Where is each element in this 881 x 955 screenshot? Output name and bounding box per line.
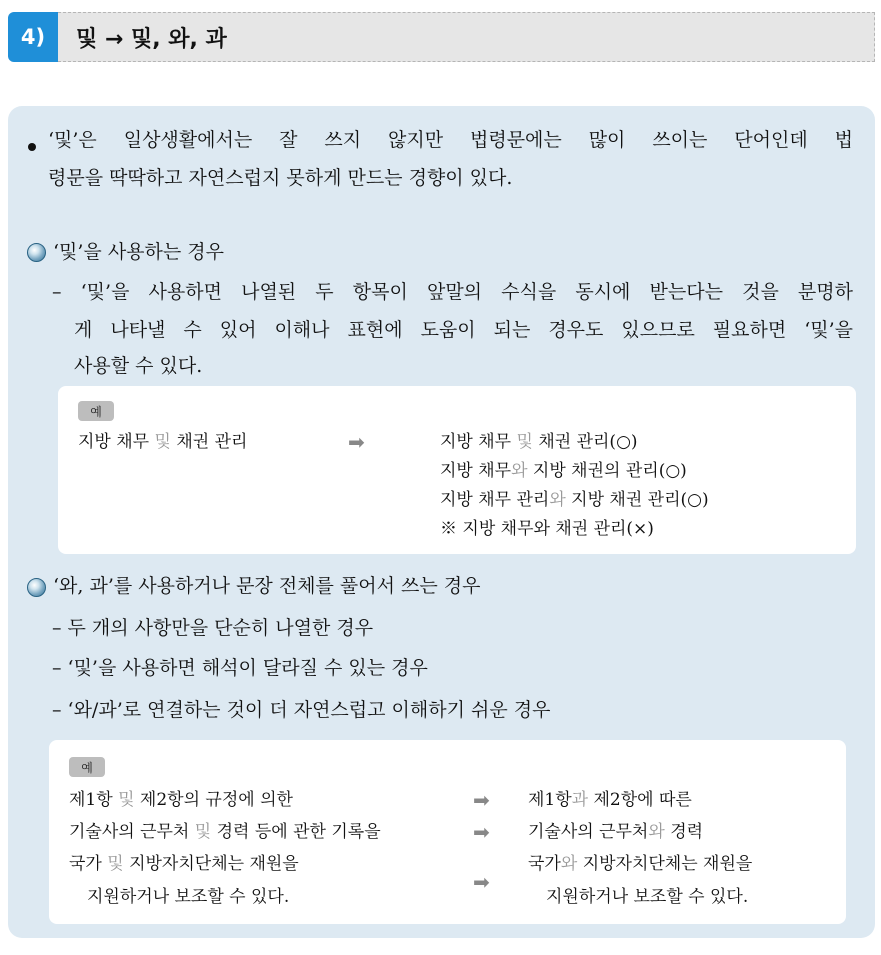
example-box-1 xyxy=(58,386,856,554)
section1-heading: ‘및’을 사용하는 경우 xyxy=(53,241,224,263)
section-header xyxy=(8,10,875,62)
circle-bullet-icon xyxy=(27,578,46,597)
right-arrow-icon: ➡ xyxy=(473,870,490,894)
right-arrow-icon: ➡ xyxy=(473,788,490,812)
section2-dash-2: – ‘및’을 사용하면 해석이 달라질 수 있는 경우 xyxy=(52,657,428,679)
example-original-row-4: 지원하거나 보조할 수 있다. xyxy=(87,887,290,907)
intro-line-1: ‘및’은 일상생활에서는 잘 쓰지 않지만 법령문에는 많이 쓰이는 단어인데 법 xyxy=(48,129,853,151)
example-revised-row-3: 국가와 지방자치단체는 재원을 xyxy=(528,854,753,874)
right-arrow-icon: ➡ xyxy=(473,820,490,844)
example-original-row-2: 기술사의 근무처 및 경력 등에 관한 기록을 xyxy=(69,822,381,842)
bullet-dot-icon xyxy=(28,143,36,151)
section2-dash-1: – 두 개의 사항만을 단순히 나열한 경우 xyxy=(52,617,374,639)
section2-heading: ‘와, 과’를 사용하거나 문장 전체를 풀어서 쓰는 경우 xyxy=(53,575,481,597)
example-box-2 xyxy=(49,740,846,924)
example-original-row-3: 국가 및 지방자치단체는 재원을 xyxy=(69,854,299,874)
example-revised-3: 지방 채무 관리와 지방 채권 관리(○) xyxy=(440,490,709,510)
section1-dash-line-3: 사용할 수 있다. xyxy=(74,355,203,377)
intro-line-2: 령문을 딱딱하고 자연스럽지 못하게 만드는 경향이 있다. xyxy=(48,167,513,189)
example-revised-row-1: 제1항과 제2항에 따른 xyxy=(528,790,692,810)
example-tag: 예 xyxy=(69,757,105,777)
section1-dash-line-2: 게 나타낼 수 있어 이해나 표현에 도움이 되는 경우도 있으므로 필요하면 ‘및’을 xyxy=(74,319,853,341)
section-title: 및 → 및, 와, 과 xyxy=(58,12,875,62)
example-revised-1: 지방 채무 및 채권 관리(○) xyxy=(440,432,638,452)
section2-dash-3: – ‘와/과’로 연결하는 것이 더 자연스럽고 이해하기 쉬운 경우 xyxy=(52,699,551,721)
right-arrow-icon: ➡ xyxy=(348,430,365,454)
content-panel xyxy=(8,106,875,938)
example-revised-row-4: 지원하거나 보조할 수 있다. xyxy=(546,887,749,907)
example-revised-2: 지방 채무와 지방 채권의 관리(○) xyxy=(440,461,687,481)
example-note: ※ 지방 채무와 채권 관리(×) xyxy=(440,519,654,539)
example-original: 지방 채무 및 채권 관리 xyxy=(78,432,248,452)
example-original-row-1: 제1항 및 제2항의 규정에 의한 xyxy=(69,790,293,810)
example-tag: 예 xyxy=(78,401,114,421)
section1-dash-line-1: – ‘및’을 사용하면 나열된 두 항목이 앞말의 수식을 동시에 받는다는 것을 분명하 xyxy=(52,281,853,303)
section-number: 4) xyxy=(8,12,58,62)
circle-bullet-icon xyxy=(27,243,46,262)
example-revised-row-2: 기술사의 근무처와 경력 xyxy=(528,822,704,842)
